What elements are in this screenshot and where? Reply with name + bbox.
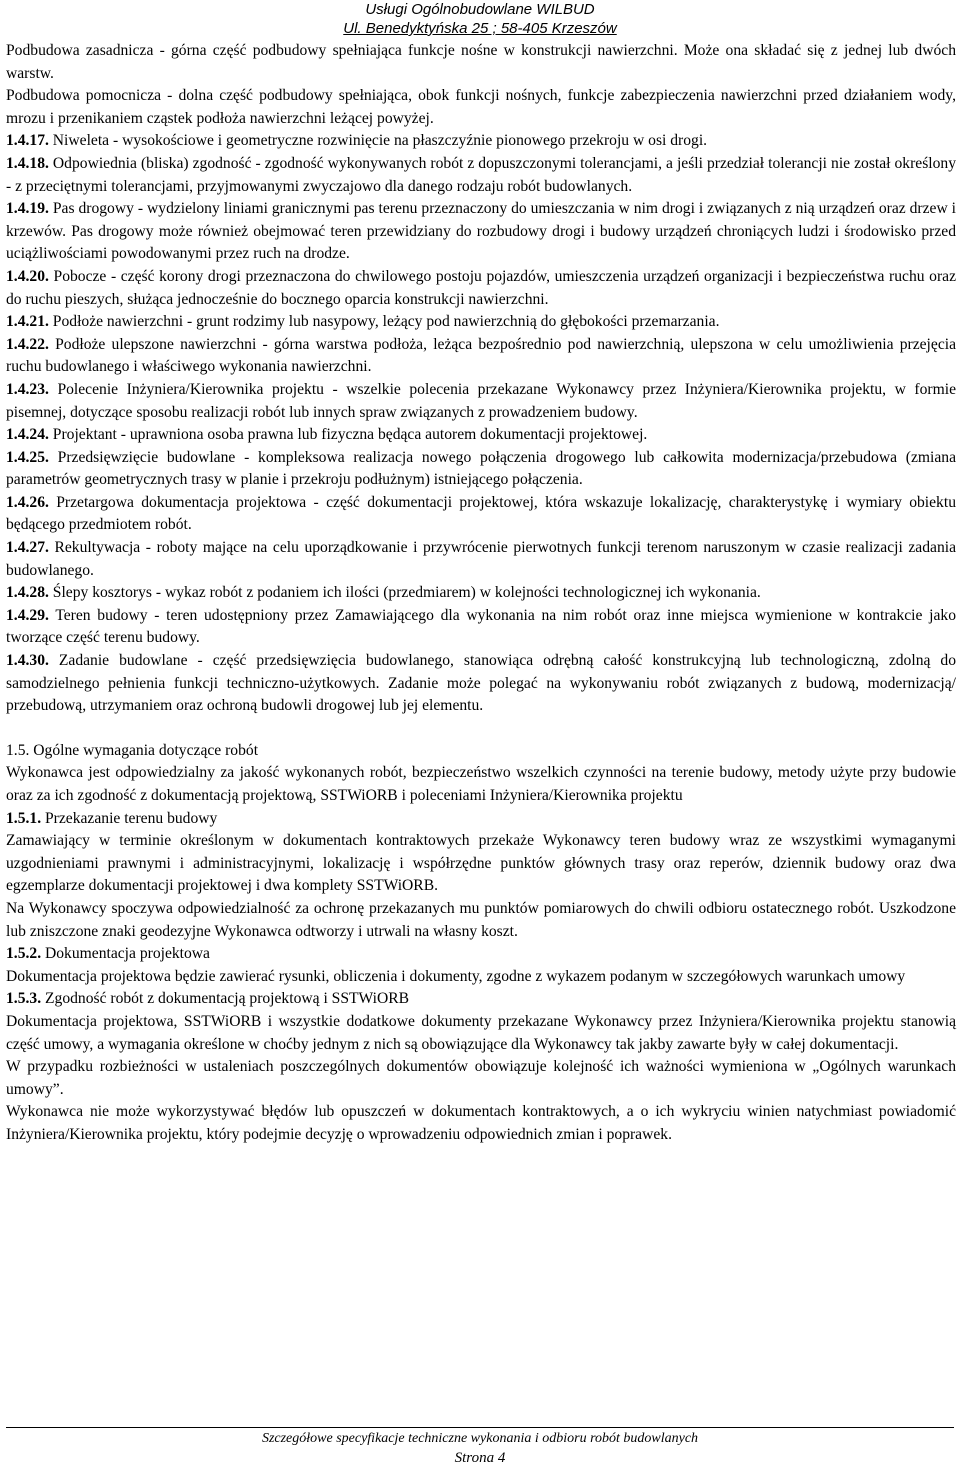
paragraph <box>6 966 956 989</box>
paragraph-number: 1.4.24. <box>6 426 49 444</box>
paragraph-text: Polecenie Inżyniera/Kierownika projektu - wszelkie polecenia przekazane Wykonawcy przez Inżyniera/Kierownika projektu, w formie pisemnej, dotyczące sposobu realizacji robót lub innych spraw związanych z prowadzeniem budowy. <box>6 380 956 421</box>
definition-1-4-20 <box>6 266 956 311</box>
company-name: Usługi Ogólnobudowlane WILBUD <box>365 1 595 18</box>
definition-1-4-28 <box>6 582 956 605</box>
paragraph-text: Przetargowa dokumentacja projektowa - część dokumentacji projektowej, która wskazuje lokalizację, charakterystykę i wymiary obiektu będącego przedmiotem robót. <box>6 493 956 534</box>
paragraph-number: 1.4.26. <box>6 493 49 511</box>
paragraph-text: Rekultywacja - roboty mające na celu uporządkowanie i przywrócenie pierwotnych funkcji terenom naruszonym w czasie realizacji zadania budowlanego. <box>6 539 956 579</box>
section-number: 1.5.1. <box>6 809 42 827</box>
paragraph <box>6 1101 956 1146</box>
paragraph <box>6 898 956 943</box>
paragraph-number: 1.4.22. <box>6 335 49 353</box>
paragraph <box>6 1011 956 1056</box>
definition-1-4-29 <box>6 605 956 650</box>
paragraph-text: Dokumentacja projektowa, SSTWiORB i wszystkie dodatkowe dokumenty przekazane Wykonawcy przez Inżyniera/Kierownika projektu stanowią część umowy, a wymagania określone w choćby jednym z nich są obowiązujące dla Wykonawcy tak jakby zawarte były w całej dokumentacji. <box>6 1012 956 1053</box>
definition-1-4-26 <box>6 492 956 537</box>
paragraph-number: 1.4.29. <box>6 606 49 624</box>
paragraph-text: Podbudowa pomocnicza - dolna część podbudowy spełniająca, obok funkcji nośnych, funkcje zabezpieczenia nawierzchni przed działaniem wody, mrozu i przenikaniem cząstek podłoża nawierzchni leżącej powyżej. <box>6 87 956 127</box>
definition-1-4-17 <box>6 130 956 153</box>
paragraph-number: 1.4.19. <box>6 200 49 218</box>
definition-1-4-27 <box>6 537 956 582</box>
paragraph-text: Projektant - uprawniona osoba prawna lub fizyczna będąca autorem dokumentacji projektowej. <box>52 426 648 444</box>
definition-1-4-18 <box>6 153 956 198</box>
paragraph <box>6 762 956 807</box>
section-number: 1.5.2. <box>6 945 42 963</box>
paragraph-text: Teren budowy - teren udostępniony przez Zamawiającego dla wykonania na nim robót oraz inne miejsca wymienione w kontrakcie jako tworzące część terenu budowy. <box>6 606 956 647</box>
paragraph-number: 1.4.25. <box>6 448 49 466</box>
company-address: Ul. Benedyktyńska 25 ; 58-405 Krzeszów <box>343 20 617 37</box>
paragraph-text: Podłoże ulepszone nawierzchni - górna warstwa podłoża, leżąca bezpośrednio pod nawierzchnią, ulepszona w celu umożliwienia przejęcia ruchu budowlanego i właściwego wykonania nawierzchni. <box>6 335 956 376</box>
section-heading-1-5-3 <box>6 988 956 1011</box>
paragraph-text: Zadanie budowlane - część przedsięwzięcia budowlanego, stanowiąca odrębną całość konstrukcyjną lub technologiczną, zdolną do samodzielnego pełnienia funkcji techniczno-użytkowych. Zadanie może polegać na wykonywaniu robót związanych z budową, modernizacją/ przebudową, utrzymaniem oraz ochroną budowli drogowej lub jej elementu. <box>6 652 956 715</box>
paragraph-text: Niweleta - wysokościowe i geometryczne rozwinięcie na płaszczyźnie pionowego przekroju w osi drogi. <box>52 132 708 150</box>
paragraph-text: Pas drogowy - wydzielony liniami granicznymi pas terenu przeznaczony do umieszczania w nim drogi i związanych z nią urządzeń oraz drzew i krzewów. Pas drogowy może również obejmować teren przewidziany do rozbudowy drogi i budowy urządzeń chroniących ludzi i środowisko przed uciążliwościami powodowanymi przez ruch na drodze. <box>6 200 956 263</box>
section-title: Dokumentacja projektowa <box>45 945 210 963</box>
footer-divider <box>6 1427 954 1428</box>
page-number: Strona 4 <box>454 1450 506 1466</box>
section-heading-1-5-2 <box>6 943 956 966</box>
section-number: 1.5. <box>6 741 30 759</box>
paragraph-number: 1.4.30. <box>6 652 49 670</box>
definition-1-4-30 <box>6 650 956 718</box>
paragraph <box>6 85 956 130</box>
paragraph-text: Podłoże nawierzchni - grunt rodzimy lub nasypowy, leżący pod nawierzchnią do głębokości przemarzania. <box>52 313 720 331</box>
paragraph-text: Przedsięwzięcie budowlane - kompleksowa realizacja nowego połączenia drogowego lub całkowita modernizacja/przebudowa (zmiana parametrów geometrycznych trasy w planie i przekroju podłużnym) istniejącego połączenia. <box>6 448 956 489</box>
paragraph-text: Dokumentacja projektowa będzie zawierać rysunki, obliczenia i dokumenty, zgodne z wykazem podanym w szczegółowych warunkach umowy <box>6 967 906 985</box>
definition-1-4-25 <box>6 447 956 492</box>
paragraph-number: 1.4.23. <box>6 380 49 398</box>
paragraph-number: 1.4.17. <box>6 132 49 150</box>
definition-1-4-23 <box>6 379 956 424</box>
section-heading-1-5-1 <box>6 808 956 831</box>
paragraph-text: Odpowiednia (bliska) zgodność - zgodność wykonywanych robót z dopuszczonymi tolerancjami, a jeśli przedział tolerancji nie został określony - z przeciętnymi tolerancjami, przyjmowanymi zwyczajowo dla danego rodzaju robót budowlanych. <box>6 154 956 195</box>
definition-1-4-19 <box>6 198 956 266</box>
paragraph <box>6 830 956 898</box>
paragraph-text: Wykonawca nie może wykorzystywać błędów lub opuszczeń w dokumentach kontraktowych, a o ich wykryciu winien natychmiast powiadomić Inżyniera/Kierownika projektu, który podejmie decyzję o wprowadzeniu odpowiednich zmian i poprawek. <box>6 1103 956 1143</box>
paragraph-number: 1.4.18. <box>6 154 49 172</box>
paragraph-text: Na Wykonawcy spoczywa odpowiedzialność za ochronę przekazanych mu punktów pomiarowych do chwili odbioru ostatecznego robót. Uszkodzone lub zniszczone znaki geodezyjne Wykonawca odtworzy i utrwali na własny koszt. <box>6 899 956 940</box>
paragraph-text: W przypadku rozbieżności w ustaleniach poszczególnych dokumentów obowiązuje kolejność ich ważności wymieniona w „Ogólnych warunkach umowy”. <box>6 1058 956 1098</box>
paragraph-text: Pobocze - część korony drogi przeznaczona do chwilowego postoju pojazdów, umieszczenia urządzeń organizacji i bezpieczeństwa ruchu oraz do ruchu pieszych, służąca jednocześnie do bocznego oparcia konstrukcji nawierzchni. <box>6 267 956 308</box>
footer-title: Szczegółowe specyfikacje techniczne wykonania i odbioru robót budowlanych <box>261 1431 699 1446</box>
section-number: 1.5.3. <box>6 990 42 1008</box>
section-gap <box>6 718 956 740</box>
page-header <box>0 0 960 38</box>
paragraph-number: 1.4.27. <box>6 539 49 557</box>
document-body <box>6 40 956 1147</box>
paragraph-number: 1.4.21. <box>6 313 49 331</box>
section-title: Zgodność robót z dokumentacją projektową i SSTWiORB <box>45 990 410 1008</box>
paragraph-text: Zamawiający w terminie określonym w dokumentach kontraktowych przekaże Wykonawcy teren budowy wraz ze wszystkimi wymaganymi uzgodnieniami prawnymi i administracyjnymi, lokalizację i współrzędne punktów głównych trasy oraz reperów, dziennik budowy oraz dwa egzemplarze dokumentacji projektowej i dwa komplety SSTWiORB. <box>6 832 956 895</box>
definition-1-4-21 <box>6 311 956 334</box>
paragraph-number: 1.4.20. <box>6 267 49 285</box>
paragraph-text: Ślepy kosztorys - wykaz robót z podaniem ich ilości (przedmiarem) w kolejności technologicznej ich wykonania. <box>52 584 761 602</box>
paragraph <box>6 40 956 85</box>
paragraph-number: 1.4.28. <box>6 584 49 602</box>
paragraph-text: Wykonawca jest odpowiedzialny za jakość wykonanych robót, bezpieczeństwo wszelkich czynności na terenie budowy, metody użyte przy budowie oraz za ich zgodność z dokumentacją projektową, SSTWiORB i poleceniami Inżyniera/Kierownika projektu <box>6 764 956 804</box>
section-title: Przekazanie terenu budowy <box>45 809 218 827</box>
paragraph-text: Podbudowa zasadnicza - górna część podbudowy spełniająca funkcje nośne w konstrukcji nawierzchni. Może ona składać się z jednej lub dwóch warstw. <box>6 42 956 82</box>
section-title: Ogólne wymagania dotyczące robót <box>33 741 259 759</box>
definition-1-4-22 <box>6 334 956 379</box>
section-heading-1-5 <box>6 740 956 763</box>
definition-1-4-24 <box>6 424 956 447</box>
paragraph <box>6 1056 956 1101</box>
